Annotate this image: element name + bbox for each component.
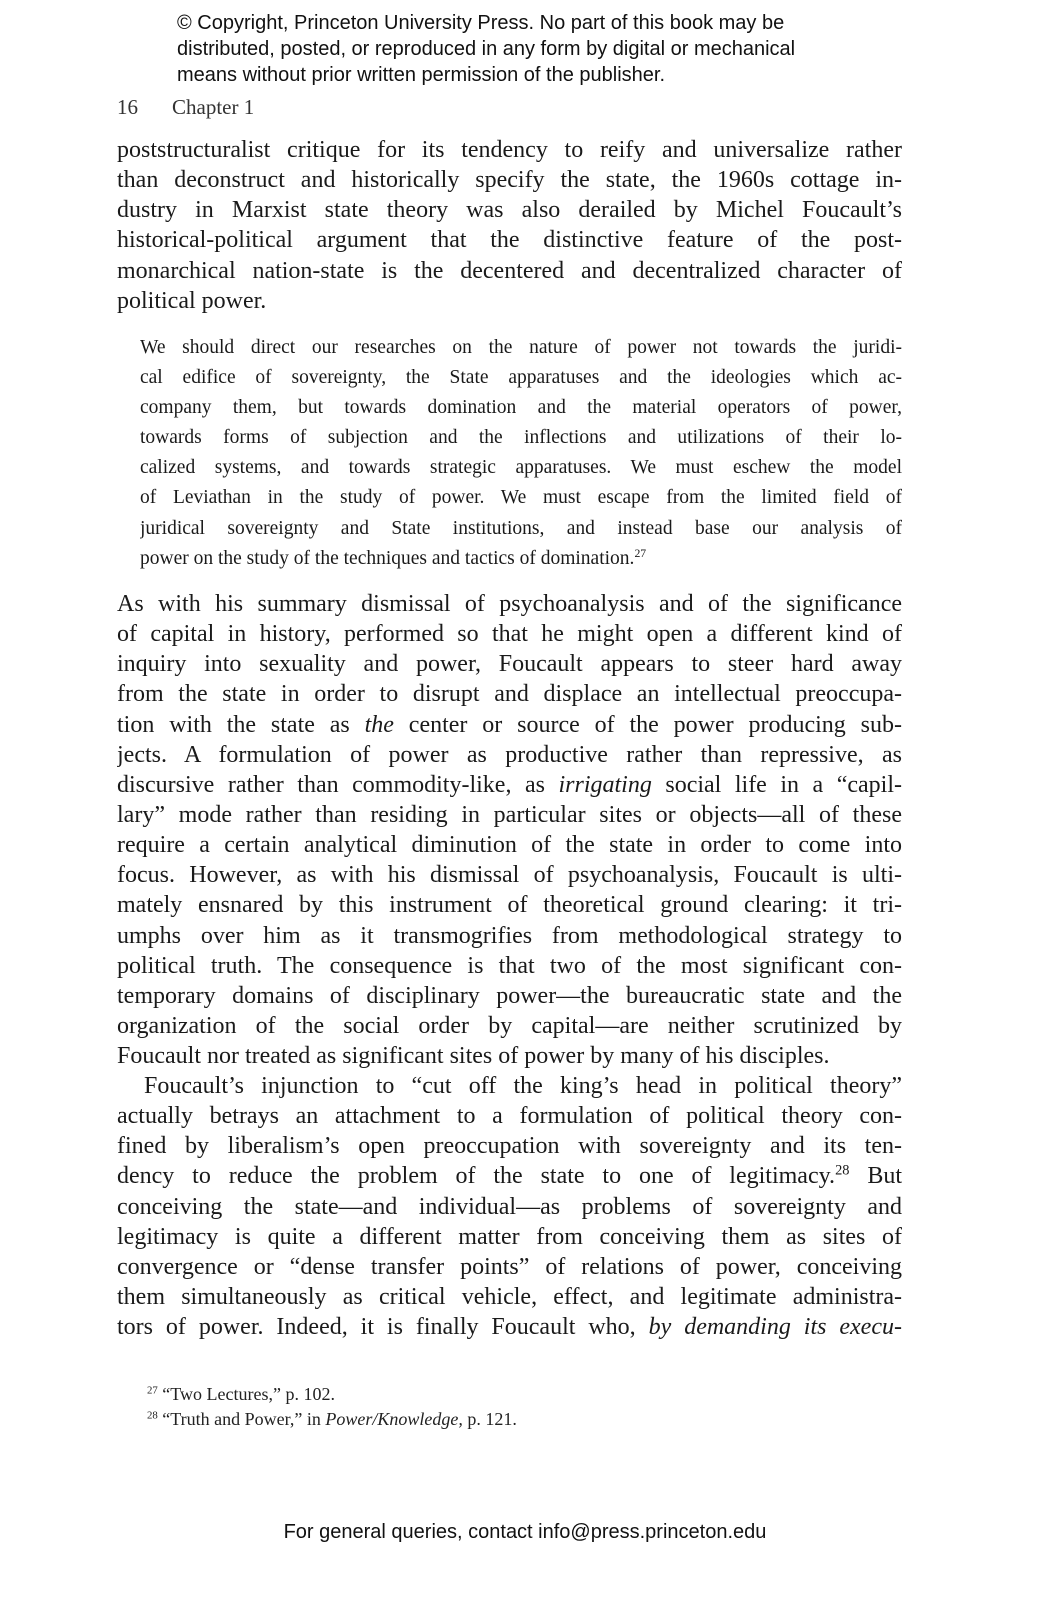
text-run: political truth. The consequence is that two of the most significant con- — [117, 952, 902, 979]
text-line — [117, 286, 902, 316]
text-line — [117, 890, 902, 920]
text-run: We should direct our researches on the nature of power not towards the juridi- — [140, 337, 902, 358]
text-line — [117, 1222, 902, 1252]
text-run: power on the study of the techniques and tactics of domination. — [140, 547, 635, 569]
text-line — [140, 483, 902, 513]
text-run: But — [849, 1163, 902, 1190]
text-line — [117, 589, 902, 619]
text-run: social life in a “capil- — [651, 771, 902, 798]
text-run: monarchical nation-state is the decentered and decentralized character of — [117, 257, 902, 284]
paragraph-kings-head — [117, 1071, 902, 1342]
chapter-title: Chapter 1 — [172, 95, 255, 119]
text-run: Foucault’s injunction to “cut off the king’s head in political theory” — [144, 1073, 902, 1099]
text-line — [117, 830, 902, 860]
paragraph-foucault-dismissal — [117, 589, 902, 1071]
text-run: than deconstruct and historically specify the state, the 1960s cottage in- — [117, 167, 902, 194]
text-line — [117, 1192, 902, 1222]
text-run: dustry in Marxist state theory was also derailed by Michel Foucault’s — [117, 197, 902, 224]
text-line — [117, 740, 902, 770]
text-line — [117, 770, 902, 800]
text-line — [117, 165, 902, 195]
text-line — [117, 195, 902, 225]
text-run: calized systems, and towards strategic apparatuses. We must eschew the model — [140, 457, 902, 479]
text-run: convergence or “dense transfer points” of relations of power, conceiving — [117, 1253, 902, 1280]
footer-contact: For general queries, contact info@press.princeton.edu — [283, 1521, 767, 1543]
text-run: political power. — [117, 287, 267, 314]
text-run: focus. However, as with his dismissal of psychoanalysis, Foucault is ulti- — [117, 862, 902, 889]
text-run: require a certain analytical diminution of the state in order to come into — [117, 832, 902, 859]
italic-text: by demanding its execu- — [648, 1314, 902, 1341]
text-line — [140, 363, 902, 393]
text-line — [117, 1161, 902, 1191]
copyright-line: © Copyright, Princeton University Press. No part of this book may be — [177, 12, 785, 34]
footnote-ref: 27 — [147, 1384, 158, 1397]
text-line — [117, 1312, 902, 1342]
text-line — [117, 1071, 902, 1101]
footnotes — [147, 1382, 517, 1432]
text-run: juridical sovereignty and State institutions, and instead base our analysis of — [140, 517, 902, 539]
italic-text: Power/Knowledge, — [325, 1409, 463, 1429]
text-run: legitimacy is quite a different matter from conceiving them as sites of — [117, 1223, 902, 1250]
text-line — [117, 225, 902, 255]
text-run: conceiving the state—and individual—as problems of sovereignty and — [117, 1193, 902, 1220]
text-run: company them, but towards domination and the material operators of power, — [140, 397, 902, 419]
text-line — [117, 1282, 902, 1312]
block-quote — [140, 333, 902, 574]
footnote-ref: 28 — [147, 1409, 158, 1422]
text-run: poststructuralist critique for its tendency to reify and universalize rather — [117, 137, 902, 163]
text-run: “Two Lectures,” p. 102. — [157, 1384, 335, 1404]
text-line — [117, 951, 902, 981]
text-run: mately ensnared by this instrument of theoretical ground clearing: it tri- — [117, 892, 902, 919]
text-run: cal edifice of sovereignty, the State apparatuses and the ideologies which ac- — [140, 367, 902, 389]
text-run: p. 121. — [462, 1409, 517, 1429]
copyright-line: means without prior written permission of the publisher. — [177, 64, 666, 86]
text-line — [140, 423, 902, 453]
text-run: them simultaneously as critical vehicle, effect, and legitimate administra- — [117, 1283, 902, 1310]
text-run: As with his summary dismissal of psychoanalysis and of the significance — [117, 591, 902, 617]
text-line — [117, 649, 902, 679]
text-line — [117, 800, 902, 830]
text-run: jects. A formulation of power as productive rather than repressive, as — [117, 741, 902, 768]
text-run: Foucault nor treated as significant sites of power by many of his disciples. — [117, 1043, 830, 1070]
text-run: “Truth and Power,” in — [157, 1409, 326, 1429]
italic-text: the — [364, 711, 394, 738]
text-line — [117, 1252, 902, 1282]
text-line — [140, 453, 902, 483]
text-run: towards forms of subjection and the inflections and utilizations of their lo- — [140, 427, 902, 449]
text-line — [117, 619, 902, 649]
text-line — [140, 514, 902, 544]
footnote-ref: 27 — [634, 546, 647, 560]
text-run: actually betrays an attachment to a formulation of political theory con- — [117, 1103, 902, 1130]
text-run: tion with the state as — [117, 711, 365, 738]
text-run: temporary domains of disciplinary power—the bureaucratic state and the — [117, 982, 902, 1009]
text-line — [117, 710, 902, 740]
footnote — [147, 1382, 517, 1407]
text-line — [117, 1041, 902, 1071]
text-line — [140, 333, 902, 363]
text-line — [117, 921, 902, 951]
page-number: 16 — [117, 95, 138, 119]
text-line — [117, 1011, 902, 1041]
text-line — [117, 981, 902, 1011]
text-run: inquiry into sexuality and power, Foucault appears to steer hard away — [117, 651, 902, 678]
copyright-line: distributed, posted, or reproduced in any form by digital or mechanical — [177, 38, 796, 60]
text-run: of capital in history, performed so that he might open a different kind of — [117, 621, 902, 648]
footnote-ref: 28 — [835, 1162, 850, 1179]
italic-text: irrigating — [558, 771, 652, 798]
text-line — [117, 860, 902, 890]
text-line — [117, 679, 902, 709]
text-line — [140, 544, 902, 574]
text-line — [117, 135, 902, 165]
text-line — [140, 393, 902, 423]
running-head — [117, 93, 254, 121]
text-run: tors of power. Indeed, it is finally Foucault who, — [117, 1314, 649, 1341]
text-line — [117, 1131, 902, 1161]
text-run: umphs over him as it transmogrifies from methodological strategy to — [117, 922, 902, 949]
copyright-notice — [177, 10, 795, 88]
text-run: discursive rather than commodity-like, as — [117, 771, 559, 798]
text-run: center or source of the power producing sub- — [393, 711, 902, 738]
text-run: dency to reduce the problem of the state to one of legitimacy. — [117, 1163, 836, 1190]
text-run: historical-political argument that the distinctive feature of the post- — [117, 227, 902, 254]
paragraph-opening — [117, 135, 902, 316]
text-line — [117, 1101, 902, 1131]
text-line — [117, 256, 902, 286]
text-run: fined by liberalism’s open preoccupation with sovereignty and its ten- — [117, 1133, 902, 1160]
text-run: of Leviathan in the study of power. We must escape from the limited field of — [140, 487, 902, 509]
text-run: lary” mode rather than residing in particular sites or objects—all of these — [117, 801, 902, 828]
text-run: from the state in order to disrupt and displace an intellectual preoccupa- — [117, 681, 902, 708]
text-run: organization of the social order by capital—are neither scrutinized by — [117, 1012, 902, 1039]
footnote — [147, 1407, 517, 1432]
